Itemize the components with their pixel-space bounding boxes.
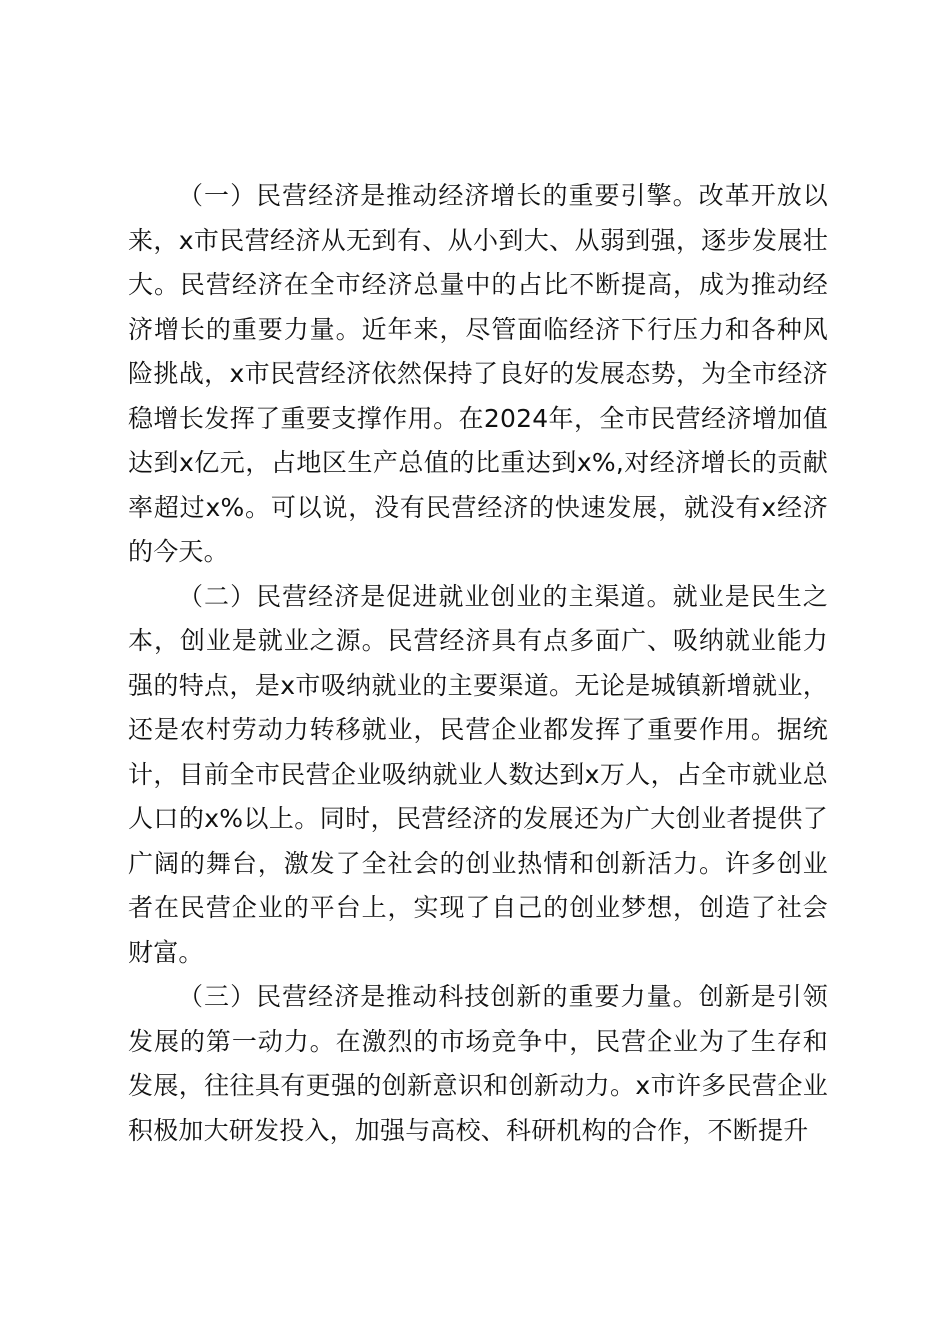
paragraph-2: （二）民营经济是促进就业创业的主渠道。就业是民生之本，创业是就业之源。民营经济具有点多面广、吸纳就业能力强的特点，是x市吸纳就业的主要渠道。无论是城镇新增就业，还是农村劳动力转移就业，民营企业都发挥了重要作用。据统计，目前全市民营企业吸纳就业人数达到x万人，占全市就业总人口的x%以上。同时，民营经济的发展还为广大创业者提供了广阔的舞台，激发了全社会的创业热情和创新活力。许多创业者在民营企业的平台上，实现了自己的创业梦想，创造了社会财富。 bbox=[128, 581, 828, 967]
paragraph-3: （三）民营经济是推动科技创新的重要力量。创新是引领发展的第一动力。在激烈的市场竞争中，民营企业为了生存和发展，往往具有更强的创新意识和创新动力。x市许多民营企业积极加大研发投入，加强与高校、科研机构的合作，不断提升 bbox=[128, 982, 828, 1145]
document-body bbox=[128, 174, 828, 1153]
paragraph-1: （一）民营经济是推动经济增长的重要引擎。改革开放以来，x市民营经济从无到有、从小到大、从弱到强，逐步发展壮大。民营经济在全市经济总量中的占比不断提高，成为推动经济增长的重要力量。近年来，尽管面临经济下行压力和各种风险挑战，x市民营经济依然保持了良好的发展态势，为全市经济稳增长发挥了重要支撑作用。在2024年，全市民营经济增加值达到x亿元，占地区生产总值的比重达到x%,对经济增长的贡献率超过x%。可以说，没有民营经济的快速发展，就没有x经济的今天。 bbox=[128, 181, 828, 566]
